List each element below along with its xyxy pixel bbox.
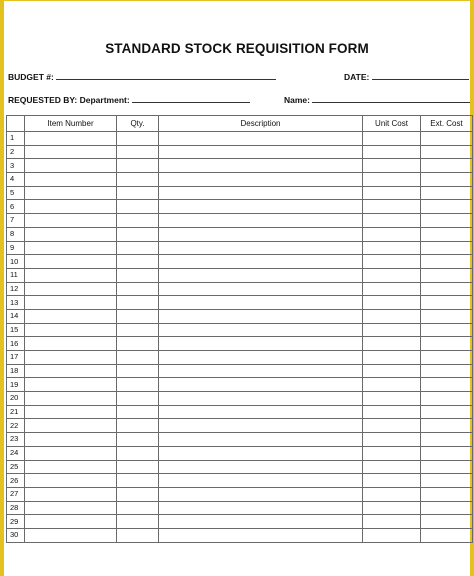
item-number-cell[interactable]: [25, 351, 117, 365]
row-number: 9: [7, 241, 25, 255]
qty-cell[interactable]: [117, 460, 159, 474]
ext-cost-cell[interactable]: [421, 132, 473, 146]
description-cell[interactable]: [159, 446, 363, 460]
description-cell[interactable]: [159, 487, 363, 501]
item-number-cell[interactable]: [25, 132, 117, 146]
description-cell[interactable]: [159, 132, 363, 146]
table-row: [7, 200, 473, 214]
ext-cost-cell[interactable]: [421, 501, 473, 515]
row-number: 28: [7, 501, 25, 515]
header-description: Description: [159, 116, 363, 132]
name-input[interactable]: [312, 94, 470, 103]
table-row: [7, 405, 473, 419]
unit-cost-cell[interactable]: [363, 241, 421, 255]
requisition-table: [6, 115, 473, 543]
qty-cell[interactable]: [117, 282, 159, 296]
table-row: [7, 364, 473, 378]
ext-cost-cell[interactable]: [421, 460, 473, 474]
item-number-cell[interactable]: [25, 487, 117, 501]
row-number: 12: [7, 282, 25, 296]
unit-cost-cell[interactable]: [363, 296, 421, 310]
ext-cost-cell[interactable]: [421, 268, 473, 282]
qty-cell[interactable]: [117, 378, 159, 392]
qty-cell[interactable]: [117, 227, 159, 241]
table-row: [7, 351, 473, 365]
row-number: 4: [7, 173, 25, 187]
row-number: 22: [7, 419, 25, 433]
description-cell[interactable]: [159, 378, 363, 392]
ext-cost-cell[interactable]: [421, 145, 473, 159]
qty-cell[interactable]: [117, 241, 159, 255]
row-number: 6: [7, 200, 25, 214]
ext-cost-cell[interactable]: [421, 159, 473, 173]
ext-cost-cell[interactable]: [421, 227, 473, 241]
row-number: 5: [7, 186, 25, 200]
unit-cost-cell[interactable]: [363, 446, 421, 460]
ext-cost-cell[interactable]: [421, 337, 473, 351]
description-cell[interactable]: [159, 405, 363, 419]
name-field: [284, 94, 470, 105]
description-cell[interactable]: [159, 282, 363, 296]
unit-cost-cell[interactable]: [363, 132, 421, 146]
table-row: [7, 419, 473, 433]
row-number: 11: [7, 268, 25, 282]
qty-cell[interactable]: [117, 255, 159, 269]
row-number: 19: [7, 378, 25, 392]
description-cell[interactable]: [159, 337, 363, 351]
qty-cell[interactable]: [117, 214, 159, 228]
unit-cost-cell[interactable]: [363, 309, 421, 323]
ext-cost-cell[interactable]: [421, 186, 473, 200]
item-number-cell[interactable]: [25, 501, 117, 515]
description-cell[interactable]: [159, 392, 363, 406]
unit-cost-cell[interactable]: [363, 200, 421, 214]
row-number: 29: [7, 515, 25, 529]
qty-cell[interactable]: [117, 515, 159, 529]
description-cell[interactable]: [159, 200, 363, 214]
ext-cost-cell[interactable]: [421, 323, 473, 337]
qty-cell[interactable]: [117, 173, 159, 187]
qty-cell[interactable]: [117, 392, 159, 406]
item-number-cell[interactable]: [25, 214, 117, 228]
description-cell[interactable]: [159, 351, 363, 365]
item-number-cell[interactable]: [25, 528, 117, 542]
table-row: [7, 487, 473, 501]
qty-cell[interactable]: [117, 296, 159, 310]
ext-cost-cell[interactable]: [421, 528, 473, 542]
qty-cell[interactable]: [117, 474, 159, 488]
qty-cell[interactable]: [117, 528, 159, 542]
row-number: 10: [7, 255, 25, 269]
unit-cost-cell[interactable]: [363, 515, 421, 529]
table-row: [7, 378, 473, 392]
item-number-cell[interactable]: [25, 296, 117, 310]
ext-cost-cell[interactable]: [421, 241, 473, 255]
unit-cost-cell[interactable]: [363, 173, 421, 187]
budget-input[interactable]: [56, 71, 276, 80]
qty-cell[interactable]: [117, 200, 159, 214]
unit-cost-cell[interactable]: [363, 405, 421, 419]
item-number-cell[interactable]: [25, 446, 117, 460]
qty-cell[interactable]: [117, 419, 159, 433]
row-number: 25: [7, 460, 25, 474]
table-row: [7, 460, 473, 474]
qty-cell[interactable]: [117, 323, 159, 337]
row-number: 21: [7, 405, 25, 419]
unit-cost-cell[interactable]: [363, 501, 421, 515]
item-number-cell[interactable]: [25, 474, 117, 488]
unit-cost-cell[interactable]: [363, 419, 421, 433]
item-number-cell[interactable]: [25, 323, 117, 337]
qty-cell[interactable]: [117, 405, 159, 419]
header-item-number: Item Number: [25, 116, 117, 132]
description-cell[interactable]: [159, 323, 363, 337]
description-cell[interactable]: [159, 309, 363, 323]
department-input[interactable]: [132, 94, 250, 103]
item-number-cell[interactable]: [25, 186, 117, 200]
department-field: [8, 94, 250, 105]
table-row: [7, 337, 473, 351]
unit-cost-cell[interactable]: [363, 337, 421, 351]
row-number: 30: [7, 528, 25, 542]
item-number-cell[interactable]: [25, 309, 117, 323]
item-number-cell[interactable]: [25, 255, 117, 269]
qty-cell[interactable]: [117, 159, 159, 173]
ext-cost-cell[interactable]: [421, 173, 473, 187]
ext-cost-cell[interactable]: [421, 214, 473, 228]
table-row: [7, 392, 473, 406]
ext-cost-cell[interactable]: [421, 255, 473, 269]
header-ext-cost: Ext. Cost: [421, 116, 473, 132]
row-number: 18: [7, 364, 25, 378]
unit-cost-cell[interactable]: [363, 323, 421, 337]
description-cell[interactable]: [159, 255, 363, 269]
row-number: 23: [7, 433, 25, 447]
item-number-cell[interactable]: [25, 364, 117, 378]
table-row: [7, 309, 473, 323]
ext-cost-cell[interactable]: [421, 282, 473, 296]
unit-cost-cell[interactable]: [363, 145, 421, 159]
ext-cost-cell[interactable]: [421, 351, 473, 365]
unit-cost-cell[interactable]: [363, 433, 421, 447]
description-cell[interactable]: [159, 227, 363, 241]
ext-cost-cell[interactable]: [421, 200, 473, 214]
row-number: 16: [7, 337, 25, 351]
table-row: [7, 268, 473, 282]
row-number: 17: [7, 351, 25, 365]
ext-cost-cell[interactable]: [421, 364, 473, 378]
qty-cell[interactable]: [117, 433, 159, 447]
table-row: [7, 159, 473, 173]
ext-cost-cell[interactable]: [421, 446, 473, 460]
item-number-cell[interactable]: [25, 200, 117, 214]
item-number-cell[interactable]: [25, 515, 117, 529]
header-unit-cost: Unit Cost: [363, 116, 421, 132]
row-number: 1: [7, 132, 25, 146]
row-number: 7: [7, 214, 25, 228]
table-row: [7, 446, 473, 460]
ext-cost-cell[interactable]: [421, 433, 473, 447]
description-cell[interactable]: [159, 268, 363, 282]
qty-cell[interactable]: [117, 351, 159, 365]
form-title: STANDARD STOCK REQUISITION FORM: [105, 41, 369, 56]
date-field: [344, 71, 469, 82]
qty-cell[interactable]: [117, 186, 159, 200]
description-cell[interactable]: [159, 515, 363, 529]
qty-cell[interactable]: [117, 501, 159, 515]
description-cell[interactable]: [159, 501, 363, 515]
table-row: [7, 145, 473, 159]
row-number: 20: [7, 392, 25, 406]
ext-cost-cell[interactable]: [421, 487, 473, 501]
table-row: [7, 433, 473, 447]
description-cell[interactable]: [159, 241, 363, 255]
item-number-cell[interactable]: [25, 378, 117, 392]
unit-cost-cell[interactable]: [363, 282, 421, 296]
qty-cell[interactable]: [117, 446, 159, 460]
qty-cell[interactable]: [117, 364, 159, 378]
unit-cost-cell[interactable]: [363, 528, 421, 542]
table-row: [7, 282, 473, 296]
unit-cost-cell[interactable]: [363, 460, 421, 474]
item-number-cell[interactable]: [25, 433, 117, 447]
ext-cost-cell[interactable]: [421, 515, 473, 529]
item-number-cell[interactable]: [25, 282, 117, 296]
item-number-cell[interactable]: [25, 460, 117, 474]
description-cell[interactable]: [159, 474, 363, 488]
date-input[interactable]: [372, 71, 469, 80]
unit-cost-cell[interactable]: [363, 392, 421, 406]
description-cell[interactable]: [159, 186, 363, 200]
ext-cost-cell[interactable]: [421, 474, 473, 488]
ext-cost-cell[interactable]: [421, 419, 473, 433]
row-number: 14: [7, 309, 25, 323]
description-cell[interactable]: [159, 433, 363, 447]
description-cell[interactable]: [159, 173, 363, 187]
row-number: 24: [7, 446, 25, 460]
table-row: [7, 255, 473, 269]
qty-cell[interactable]: [117, 268, 159, 282]
description-cell[interactable]: [159, 296, 363, 310]
unit-cost-cell[interactable]: [363, 268, 421, 282]
unit-cost-cell[interactable]: [363, 364, 421, 378]
item-number-cell[interactable]: [25, 241, 117, 255]
unit-cost-cell[interactable]: [363, 474, 421, 488]
table-row: [7, 515, 473, 529]
description-cell[interactable]: [159, 364, 363, 378]
item-number-cell[interactable]: [25, 392, 117, 406]
header-row-number: [7, 116, 25, 132]
row-number: 15: [7, 323, 25, 337]
table-row: [7, 296, 473, 310]
table-body: [7, 132, 473, 543]
qty-cell[interactable]: [117, 132, 159, 146]
row-number: 3: [7, 159, 25, 173]
unit-cost-cell[interactable]: [363, 186, 421, 200]
ext-cost-cell[interactable]: [421, 309, 473, 323]
description-cell[interactable]: [159, 145, 363, 159]
table-row: [7, 214, 473, 228]
description-cell[interactable]: [159, 214, 363, 228]
ext-cost-cell[interactable]: [421, 405, 473, 419]
item-number-cell[interactable]: [25, 337, 117, 351]
table-row: [7, 241, 473, 255]
table-row: [7, 474, 473, 488]
table-row: [7, 186, 473, 200]
table-row: [7, 132, 473, 146]
description-cell[interactable]: [159, 419, 363, 433]
header-qty: Qty.: [117, 116, 159, 132]
ext-cost-cell[interactable]: [421, 378, 473, 392]
ext-cost-cell[interactable]: [421, 296, 473, 310]
item-number-cell[interactable]: [25, 405, 117, 419]
item-number-cell[interactable]: [25, 227, 117, 241]
unit-cost-cell[interactable]: [363, 214, 421, 228]
item-number-cell[interactable]: [25, 173, 117, 187]
description-cell[interactable]: [159, 159, 363, 173]
row-number: 26: [7, 474, 25, 488]
row-number: 8: [7, 227, 25, 241]
name-label: Name:: [284, 95, 310, 105]
qty-cell[interactable]: [117, 337, 159, 351]
row-number: 2: [7, 145, 25, 159]
row-number: 27: [7, 487, 25, 501]
unit-cost-cell[interactable]: [363, 378, 421, 392]
date-label: DATE:: [344, 72, 370, 82]
unit-cost-cell[interactable]: [363, 487, 421, 501]
qty-cell[interactable]: [117, 309, 159, 323]
table-header-row: [7, 116, 473, 132]
ext-cost-cell[interactable]: [421, 392, 473, 406]
table-row: [7, 227, 473, 241]
table-row: [7, 173, 473, 187]
department-label: REQUESTED BY: Department:: [8, 95, 130, 105]
qty-cell[interactable]: [117, 487, 159, 501]
budget-label: BUDGET #:: [8, 72, 54, 82]
unit-cost-cell[interactable]: [363, 351, 421, 365]
qty-cell[interactable]: [117, 145, 159, 159]
description-cell[interactable]: [159, 528, 363, 542]
description-cell[interactable]: [159, 460, 363, 474]
unit-cost-cell[interactable]: [363, 227, 421, 241]
budget-field: [8, 71, 276, 82]
unit-cost-cell[interactable]: [363, 255, 421, 269]
unit-cost-cell[interactable]: [363, 159, 421, 173]
table-row: [7, 528, 473, 542]
item-number-cell[interactable]: [25, 159, 117, 173]
item-number-cell[interactable]: [25, 268, 117, 282]
row-number: 13: [7, 296, 25, 310]
item-number-cell[interactable]: [25, 419, 117, 433]
table-row: [7, 501, 473, 515]
table-row: [7, 323, 473, 337]
item-number-cell[interactable]: [25, 145, 117, 159]
